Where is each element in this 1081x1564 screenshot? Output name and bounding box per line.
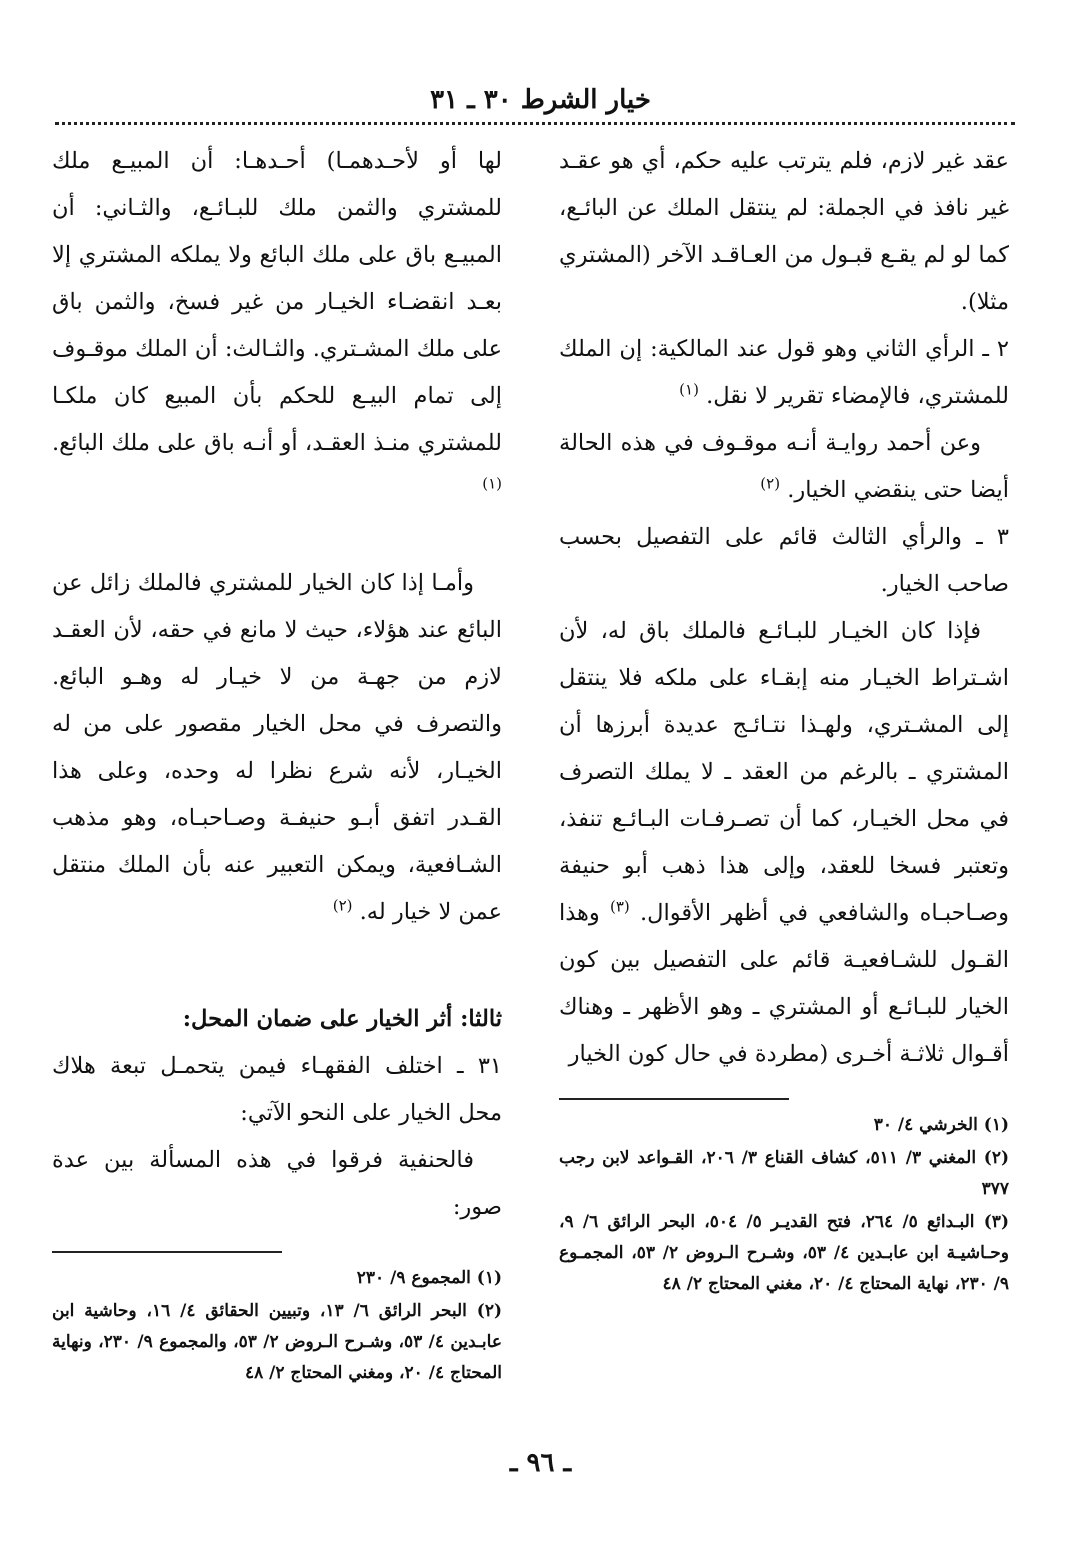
footnote: (٢) البحر الرائق ٦/ ١٣، وتبيين الحقائق ٤/ ١٦، وحاشية ابن عابـدين ٤/ ٥٣، وشـرح الـروض ٢/ ٥٣، والمجموع ٩/ ٢٣٠، ونهاية المحتاج ٤/ ٢٠، ومغني المحتاج ٢/ ٤٨: [52, 1301, 502, 1383]
footnotes: [559, 1110, 1009, 1300]
page-number: ـ ٩٦ ـ: [509, 1448, 572, 1478]
paragraph: عقد غير لازم، فلم يترتب عليه حكم، أي هو عقـد غير نافذ في الجملة: لم ينتقل الملك عن البائـع، كما لو لم يقـع قبـول من العـاقـد الآخر (المشتري مثلا).: [559, 148, 1009, 315]
section-heading: ثالثا: أثر الخيار على ضمان المحل:: [182, 1006, 502, 1032]
footnote: (١) الخرشي ٤/ ٣٠: [873, 1115, 1009, 1135]
footnote-rule: [559, 1098, 789, 1100]
paragraph: وعن أحمد روايـة أنـه موقـوف في هذه الحالة أيضا حتى ينقضي الخيار. $^{(٢)}$: [559, 430, 1009, 503]
footnote-ref: (٢): [332, 896, 353, 915]
footnote-ref: (١): [482, 474, 502, 493]
footnote-ref: (٣): [609, 897, 630, 916]
paragraph: فإذا كان الخيـار للبـائـع فالملك باق له، لأن اشـتراط الخيـار منه إبقـاء على ملكه فلا ينتقل إلى المشـتري، ولهـذا نتـائـج عديدة أبرزها أن المشتري ـ بالرغم من العقد ـ لا يملك التصرف في محل الخيـار، كما أن تصـرفـات البـائـع تنفذ، وتعتبر فسخا للعقد، وإلى هذا ذهب أبو حنيفة وصـاحبـاه والشافعي في أظهر الأقوال. $^{(٣)}$ وهذا القـول للشـافعيـة قائم على التفصيل بين كون الخيار للبـائـع أو المشتري ـ وهو الأظهر ـ وهناك أقـوال ثلاثـة أخـرى (مطردة في حال كون الخيار: [559, 618, 1009, 1067]
footnote: (١) المجموع ٩/ ٢٣٠: [356, 1268, 502, 1288]
paragraph: لها أو لأحـدهمـا) أحـدهـا: أن المبيـع ملك للمشتري والثمن ملك للبـائـع، والثـاني: أن المبيـع باق على ملك البائع ولا يملكه المشتري إلا بعـد انقضـاء الخيـار من غير فسخ، والثمن باق على ملك المشـتري. والثـالث: أن الملك موقـوف إلى تمام البيـع للحكم بأن المبيع كان ملكـا للمشتري منـذ العقـد، أو أنـه باق على ملك البائع. $^{(١)}$: [52, 148, 502, 493]
paragraph: ٢ ـ الرأي الثاني وهو قول عند المالكية: إن الملك للمشتري، فالإمضاء تقرير لا نقل. $^{(١)}$: [559, 336, 1009, 409]
footnote-rule: [52, 1251, 282, 1253]
paragraph: وأمـا إذا كان الخيار للمشتري فالملك زائل عن البائع عند هؤلاء، حيث لا مانع في حقه، لأن العقـد لازم من جهـة من لا خيـار له وهـو البائع. والتصرف في محل الخيار مقصور على من له الخيـار، لأنه شرع نظرا له وحده، وعلى هذا القـدر اتفق أبـو حنيفـة وصـاحبـاه، وهو مذهب الشـافعية، ويمكن التعبير عنه بأن الملك منتقل عمن لا خيار له. $^{(٢)}$: [52, 570, 502, 925]
paragraph: فالحنفية فرقوا في هذه المسألة بين عدة صور:: [52, 1147, 502, 1220]
left-column: [52, 138, 502, 1391]
paragraph: ٣١ ـ اختلف الفقهـاء فيمن يتحمـل تبعة هلاك محل الخيار على النحو الآتي:: [52, 1053, 502, 1126]
header-dotted-rule: [55, 122, 1015, 125]
footnote: (٣) البـدائع ٥/ ٢٦٤، فتح القديـر ٥/ ٥٠٤، البحر الرائق ٦/ ٩، وحـاشيـة ابن عابـدين ٤/ ٥٣، وشـرح الـروض ٢/ ٥٣، المجمـوع ٩/ ٢٣٠، نهاية المحتاج ٤/ ٢٠، مغني المحتاج ٢/ ٤٨: [559, 1212, 1009, 1294]
right-column: [559, 138, 1009, 1302]
footnote-ref: (٢): [760, 474, 781, 493]
footnote-ref: (١): [679, 380, 699, 399]
running-header: خيار الشرط ٣٠ ـ ٣١: [430, 85, 651, 115]
paragraph: ٣ ـ والرأي الثالث قائم على التفصيل بحسب صاحب الخيار.: [559, 524, 1009, 597]
footnotes: [52, 1263, 502, 1389]
footnote: (٢) المغني ٣/ ٥١١، كشاف القناع ٣/ ٢٠٦، القـواعد لابن رجب ٣٧٧: [559, 1148, 1009, 1199]
